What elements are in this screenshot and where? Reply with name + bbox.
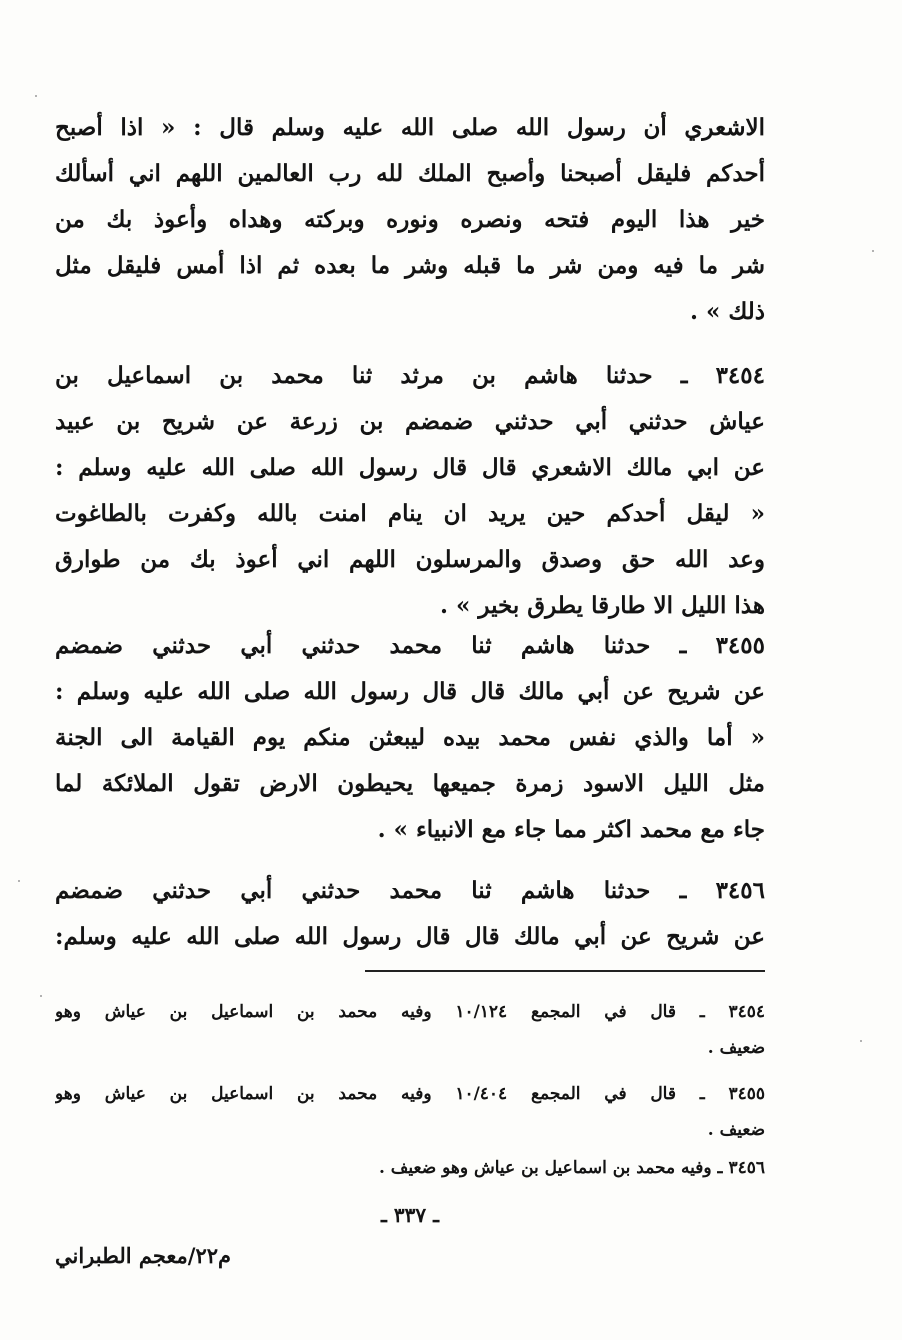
text-line: « ليقل أحدكم حين يريد ان ينام امنت بالله وكفرت بالطاغوت (55, 500, 765, 527)
footnote-line: ٣٤٥٥ ـ قال في المجمع ١٠/٤٠٤ وفيه محمد بن اسماعيل بن عياش وهو (55, 1084, 765, 1104)
text-line: وعد الله حق وصدق والمرسلون اللهم اني أعوذ بك من طوارق (55, 546, 765, 573)
text-line: الاشعري أن رسول الله صلى الله عليه وسلم قال : « اذا أصبح (55, 114, 765, 141)
signature-mark: م٢٢/معجم الطبراني (55, 1243, 232, 1268)
text-line: مثل الليل الاسود زمرة جميعها يحيطون الارض تقول الملائكة لما (55, 770, 765, 797)
text-line: عن شريح عن أبي مالك قال قال رسول الله صلى الله عليه وسلم: (55, 923, 765, 950)
footnote-line: ٣٤٥٦ ـ وفيه محمد بن اسماعيل بن عياش وهو ضعيف . (378, 1158, 765, 1178)
text-line: عن شريح عن أبي مالك قال قال رسول الله صلى الله عليه وسلم : (55, 678, 765, 705)
text-line: عياش حدثني أبي حدثني ضمضم بن زرعة عن شريح بن عبيد (55, 408, 765, 435)
text-line: جاء مع محمد اكثر مما جاء مع الانبياء » . (377, 816, 765, 843)
footnote-3455 (55, 1076, 765, 1148)
hadith-3453-text (55, 105, 765, 335)
text-line: ذلك » . (689, 298, 765, 325)
text-line: ٣٤٥٥ ـ حدثنا هاشم ثنا محمد حدثني أبي حدثني ضمضم (55, 632, 765, 659)
footnote-3454 (55, 994, 765, 1066)
footnote-line: ضعيف . (707, 1038, 765, 1058)
text-line: هذا الليل الا طارقا يطرق بخير » . (439, 592, 765, 619)
text-line: أحدكم فليقل أصبحنا وأصبح الملك لله رب العالمين اللهم اني أسألك (55, 160, 765, 187)
footnote-line: ٣٤٥٤ ـ قال في المجمع ١٠/١٢٤ وفيه محمد بن اسماعيل بن عياش وهو (55, 1002, 765, 1022)
text-line: عن ابي مالك الاشعري قال قال رسول الله صلى الله عليه وسلم : (55, 454, 765, 481)
hadith-3456-text (55, 868, 765, 960)
text-line: شر ما فيه ومن شر ما قبله وشر ما بعده ثم اذا أمس فليقل مثل (55, 252, 765, 279)
text-line: خير هذا اليوم فتحه ونصره ونوره وبركته وهداه وأعوذ بك من (55, 206, 765, 233)
footnote-divider (365, 970, 765, 972)
hadith-3454-text (55, 353, 765, 629)
text-line: « أما والذي نفس محمد بيده ليبعثن منكم يوم القيامة الى الجنة (55, 724, 765, 751)
text-line: ٣٤٥٦ ـ حدثنا هاشم ثنا محمد حدثني أبي حدثني ضمضم (55, 877, 765, 904)
footnote-3456 (55, 1150, 765, 1186)
hadith-3455-text (55, 623, 765, 853)
footnote-line: ضعيف . (707, 1120, 765, 1140)
text-line: ٣٤٥٤ ـ حدثنا هاشم بن مرثد ثنا محمد بن اسماعيل بن (55, 362, 765, 389)
page-number: ـ ٣٣٧ ـ (381, 1203, 439, 1227)
